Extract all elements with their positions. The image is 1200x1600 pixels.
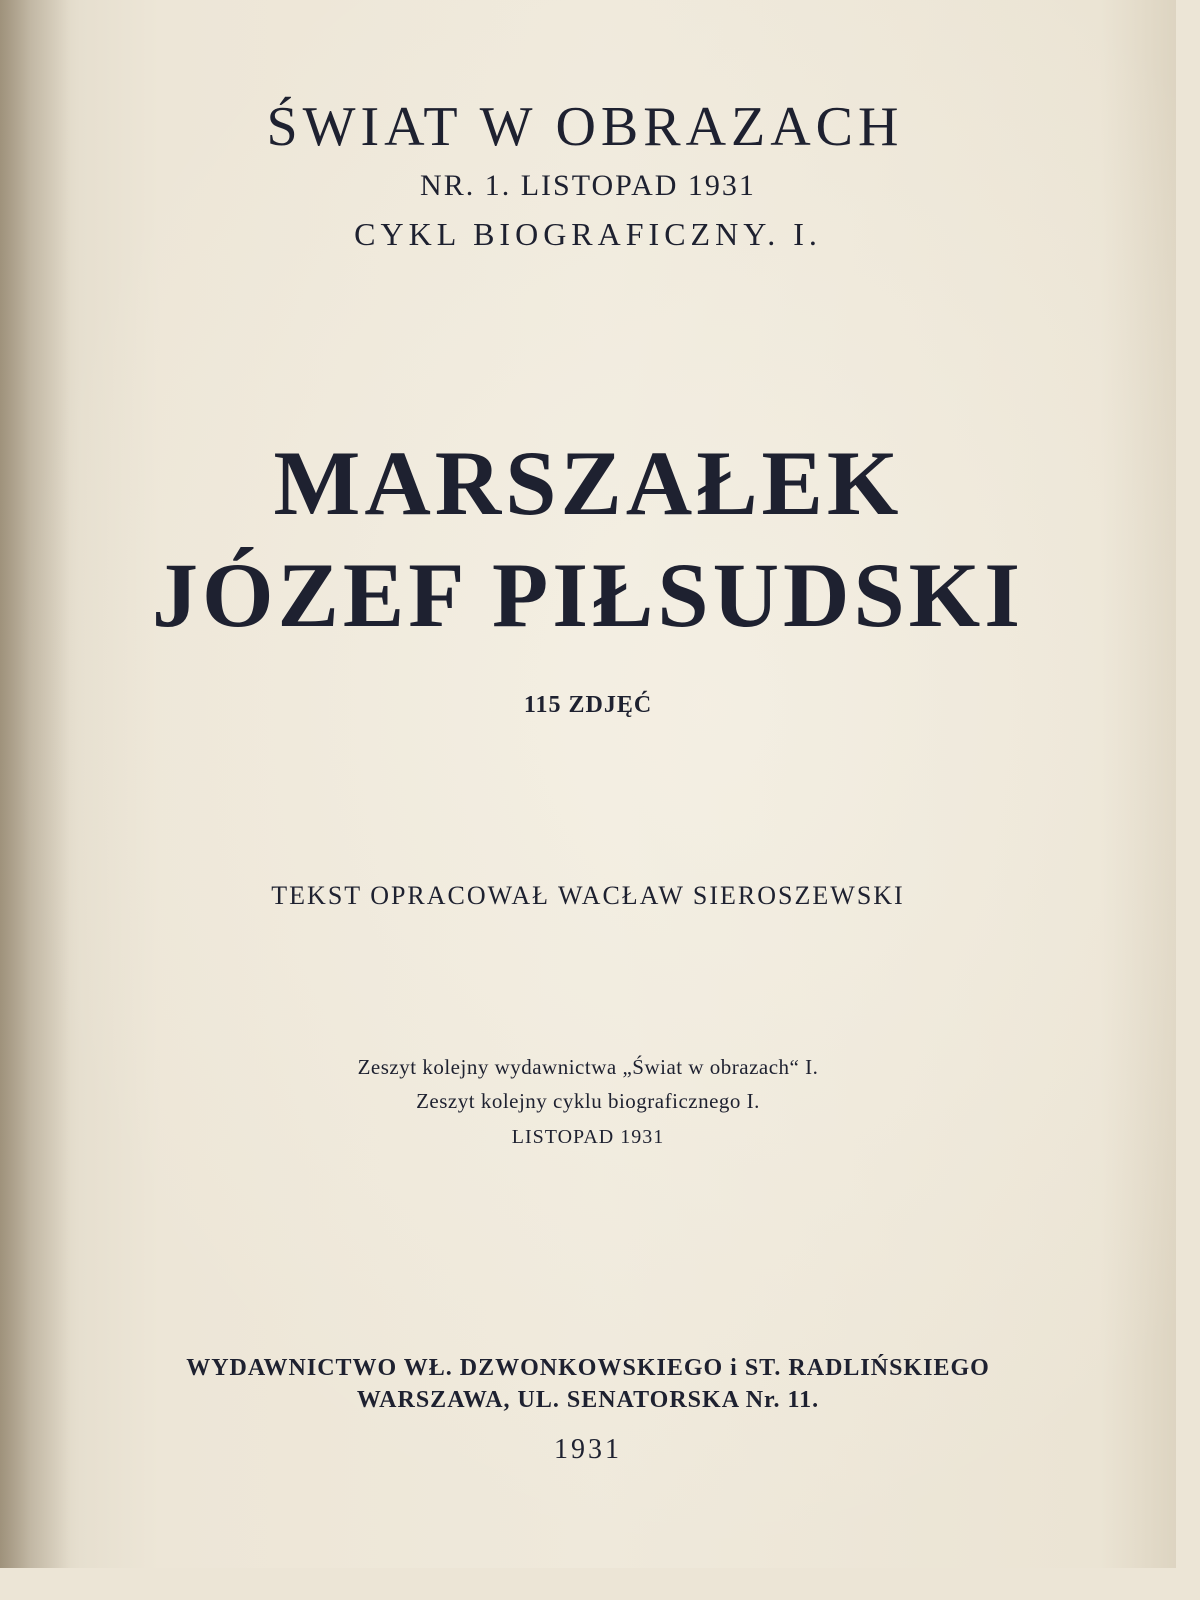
issue-number: NR. 1. LISTOPAD 1931 <box>420 169 756 202</box>
publisher-name: WYDAWNICTWO WŁ. DZWONKOWSKIEGO i ST. RADLIŃSKIEGO <box>186 1355 990 1381</box>
publication-info-line-2: Zeszyt kolejny cyklu biograficznego I. <box>416 1089 760 1113</box>
series-title: ŚWIAT W OBRAZACH <box>266 96 904 158</box>
photo-count: 115 ZDJĘĆ <box>523 692 653 718</box>
publisher-address: WARSZAWA, UL. SENATORSKA Nr. 11. <box>356 1387 820 1413</box>
publication-year: 1931 <box>554 1434 622 1465</box>
main-title-line-1: MARSZAŁEK <box>273 432 903 534</box>
publication-info-line-1: Zeszyt kolejny wydawnictwa „Świat w obrazach“ I. <box>357 1055 819 1079</box>
text-credit: TEKST OPRACOWAŁ WACŁAW SIEROSZEWSKI <box>271 881 905 910</box>
cycle-label: CYKL BIOGRAFICZNY. I. <box>354 216 822 252</box>
publication-info-line-3: LISTOPAD 1931 <box>511 1126 665 1148</box>
main-title-line-2: JÓZEF PIŁSUDSKI <box>151 544 1024 646</box>
